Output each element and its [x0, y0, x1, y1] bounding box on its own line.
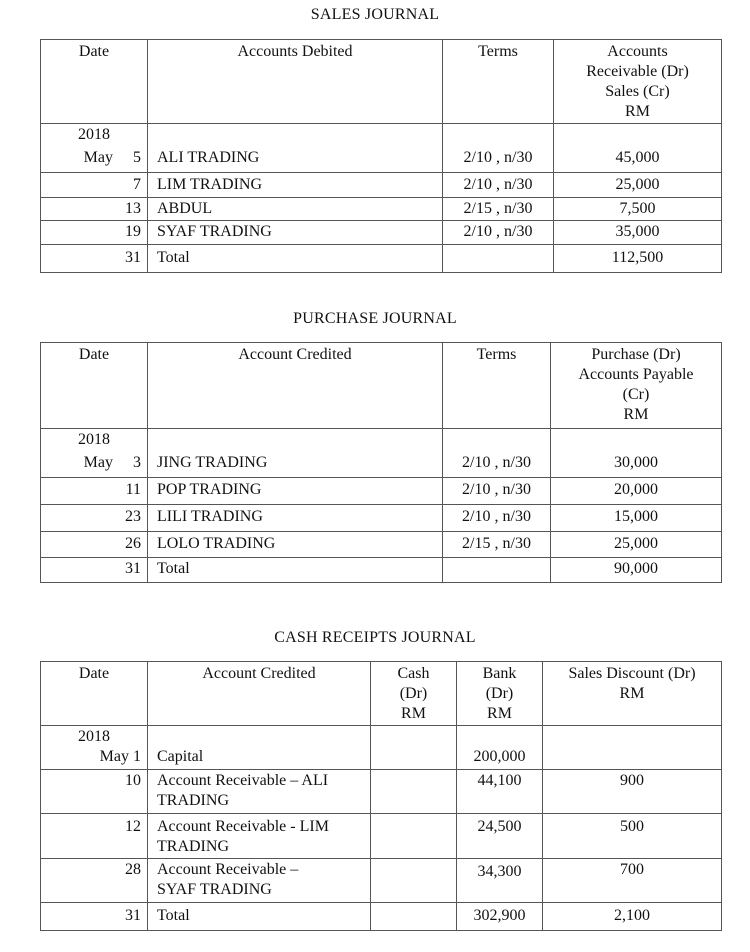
table-row: [41, 769, 722, 813]
row-date: 7: [41, 173, 148, 198]
header-amount: [551, 343, 722, 429]
header-accounts-debited: Accounts Debited: [148, 40, 443, 124]
table-row: [41, 478, 722, 505]
sales-header-row: [41, 40, 722, 124]
header-cash: [371, 662, 457, 726]
row-date: 11: [41, 478, 148, 505]
row-discount: 500: [543, 813, 722, 858]
table-row: [41, 505, 722, 532]
table-row: [41, 146, 722, 173]
header-date: Date: [41, 40, 148, 124]
header-bank-line1: Bank: [482, 665, 517, 682]
row-account: SYAF TRADING: [148, 221, 443, 245]
row-date: 10: [41, 769, 148, 813]
header-amount-line3: Sales (Cr): [605, 83, 670, 100]
sales-journal-table: [40, 39, 722, 273]
row-terms: 2/10 , n/30: [443, 221, 554, 245]
row-account: ABDUL: [148, 198, 443, 221]
table-row: [41, 747, 722, 769]
row-bank: 200,000: [457, 747, 543, 769]
total-discount: 2,100: [543, 902, 722, 930]
header-amount-line2: Accounts Payable: [578, 366, 694, 383]
header-amount-line3: (Cr): [622, 386, 650, 403]
row-date: 23: [41, 505, 148, 532]
row-account: [148, 858, 371, 902]
header-sales-discount: [543, 662, 722, 726]
table-row: [41, 813, 722, 858]
total-label: Total: [148, 245, 443, 273]
row-account-line2: TRADING: [157, 791, 229, 809]
row-terms: 2/10 , n/30: [443, 146, 554, 173]
row-amount: 30,000: [551, 451, 722, 478]
row-amount: 25,000: [551, 532, 722, 558]
row-account: Capital: [148, 747, 371, 769]
row-date: 28: [41, 858, 148, 902]
row-amount: 35,000: [554, 221, 722, 245]
header-terms: Terms: [443, 343, 551, 429]
row-amount: 25,000: [554, 173, 722, 198]
row-account-line2: TRADING: [157, 837, 229, 855]
purchase-header-row: [41, 343, 722, 429]
row-amount: 45,000: [554, 146, 722, 173]
row-terms: 2/10 , n/30: [443, 451, 551, 478]
purchase-journal-table: [40, 342, 722, 583]
row-bank: 34,300: [457, 858, 543, 902]
row-account: POP TRADING: [148, 478, 443, 505]
cash-header-row: [41, 662, 722, 726]
total-amount: 112,500: [554, 245, 722, 273]
header-amount-line4: RM: [623, 406, 649, 423]
header-discount-line1: Sales Discount (Dr): [568, 665, 696, 682]
total-label: Total: [148, 902, 371, 930]
cash-receipts-journal-title: CASH RECEIPTS JOURNAL: [274, 629, 476, 646]
total-date: 31: [41, 902, 148, 930]
total-row: [41, 245, 722, 273]
header-date: Date: [41, 343, 148, 429]
row-date: 12: [41, 813, 148, 858]
header-cash-line2: (Dr): [399, 685, 428, 702]
row-terms: 2/15 , n/30: [443, 198, 554, 221]
row-amount: 15,000: [551, 505, 722, 532]
cash-receipts-journal-table: [40, 661, 722, 931]
header-amount-line2: Receivable (Dr): [586, 63, 689, 80]
row-account: JING TRADING: [148, 451, 443, 478]
header-discount-line2: RM: [619, 685, 645, 702]
header-amount: [554, 40, 722, 124]
header-cash-line3: RM: [401, 705, 426, 722]
row-account: LIM TRADING: [148, 173, 443, 198]
header-bank: [457, 662, 543, 726]
row-bank: 44,100: [457, 769, 543, 813]
row-account: [148, 769, 371, 813]
row-bank: 24,500: [457, 813, 543, 858]
row-date: 26: [41, 532, 148, 558]
total-date: 31: [41, 245, 148, 273]
header-cash-line1: Cash: [397, 665, 430, 682]
header-amount-line1: Purchase (Dr): [591, 346, 681, 363]
header-amount-line4: RM: [625, 103, 650, 120]
row-discount: 900: [543, 769, 722, 813]
row-account-line2: SYAF TRADING: [157, 880, 272, 898]
table-row: [41, 198, 722, 221]
row-account: [148, 813, 371, 858]
total-row: [41, 902, 722, 930]
table-row: [41, 173, 722, 198]
header-amount-line1: Accounts: [607, 43, 668, 60]
row-account: LILI TRADING: [148, 505, 443, 532]
total-amount: 90,000: [551, 558, 722, 583]
table-row: [41, 221, 722, 245]
table-row: [41, 124, 722, 146]
total-bank: 302,900: [457, 902, 543, 930]
purchase-journal-title: PURCHASE JOURNAL: [293, 310, 457, 327]
table-row: [41, 451, 722, 478]
table-row: [41, 429, 722, 451]
row-date: May 1: [41, 747, 148, 769]
header-date: Date: [41, 662, 148, 726]
row-date: May 5: [41, 146, 148, 173]
total-row: [41, 558, 722, 583]
row-terms: 2/15 , n/30: [443, 532, 551, 558]
row-account: LOLO TRADING: [148, 532, 443, 558]
row-account: ALI TRADING: [148, 146, 443, 173]
row-account-line1: Account Receivable –: [157, 860, 299, 878]
header-terms: Terms: [443, 40, 554, 124]
row-account-line1: Account Receivable - LIM: [157, 817, 329, 835]
sales-journal-title: SALES JOURNAL: [310, 6, 440, 23]
row-discount: [543, 747, 722, 769]
row-date: 19: [41, 221, 148, 245]
row-terms: 2/10 , n/30: [443, 173, 554, 198]
table-row: [41, 858, 722, 902]
year-cell: 2018: [41, 429, 148, 451]
header-account-credited: Account Credited: [148, 662, 371, 726]
row-terms: 2/10 , n/30: [443, 478, 551, 505]
year-cell: 2018: [41, 124, 148, 146]
row-date: 13: [41, 198, 148, 221]
row-discount: 700: [543, 858, 722, 902]
row-amount: 20,000: [551, 478, 722, 505]
table-row: [41, 726, 722, 748]
row-terms: 2/10 , n/30: [443, 505, 551, 532]
total-date: 31: [41, 558, 148, 583]
row-amount: 7,500: [554, 198, 722, 221]
header-bank-line2: (Dr): [485, 685, 514, 702]
header-bank-line3: RM: [487, 705, 512, 722]
total-label: Total: [148, 558, 443, 583]
header-account-credited: Account Credited: [148, 343, 443, 429]
row-account-line1: Account Receivable – ALI: [157, 771, 329, 789]
year-cell: 2018: [41, 726, 148, 748]
row-date: May 3: [41, 451, 148, 478]
table-row: [41, 532, 722, 558]
